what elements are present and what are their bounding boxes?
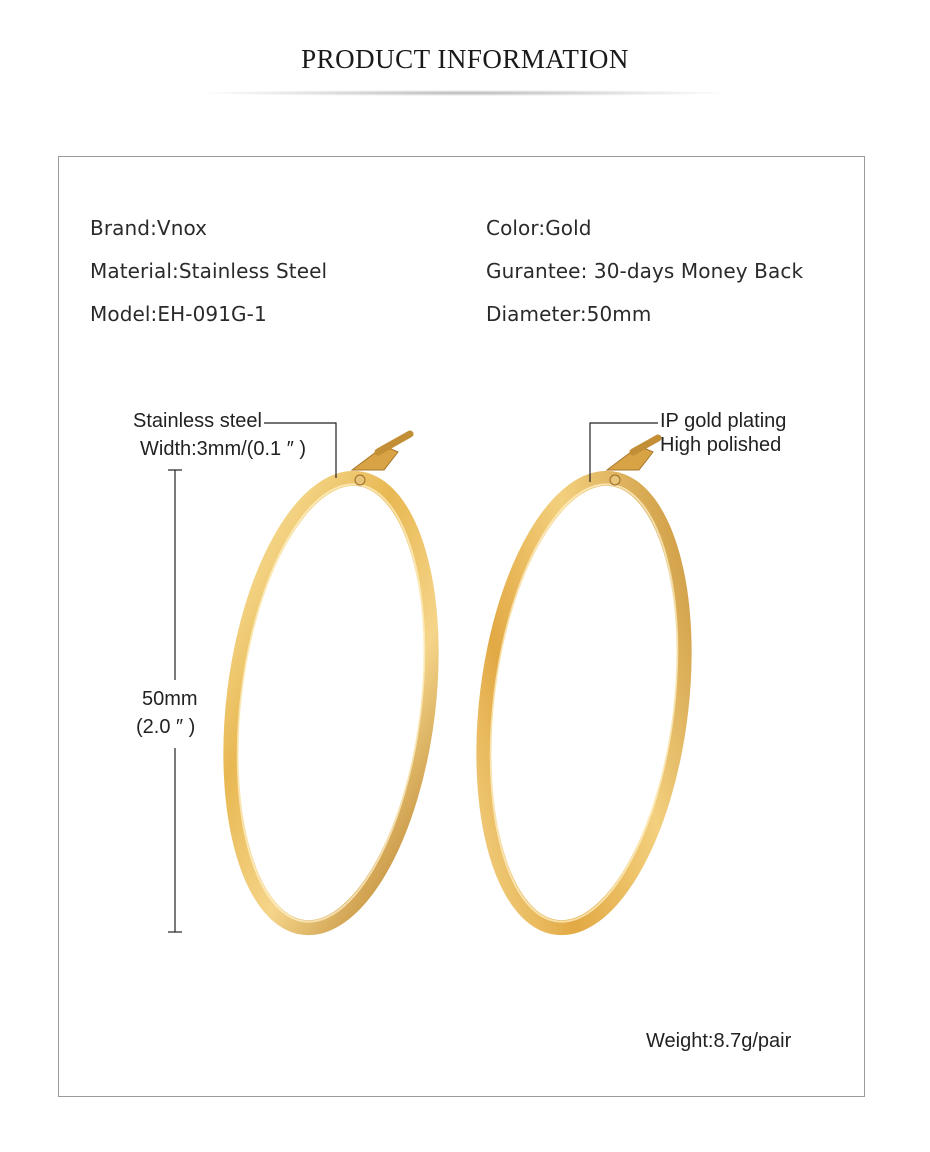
height-callout-line1: 50mm — [142, 688, 198, 710]
weight-label: Weight:8.7g/pair — [646, 1030, 792, 1052]
spec-guarantee: Gurantee: 30-days Money Back — [486, 259, 804, 283]
spec-color: Color:Gold — [486, 216, 592, 240]
plating-callout-line2: High polished — [660, 434, 782, 456]
material-callout-line2: Width:3mm/(0.1 ″ ) — [140, 438, 306, 460]
spec-diameter: Diameter:50mm — [486, 302, 652, 326]
spec-brand: Brand:Vnox — [90, 216, 208, 240]
plating-callout-line1: IP gold plating — [660, 410, 787, 432]
page-title: PRODUCT INFORMATION — [301, 44, 629, 74]
height-callout-line2: (2.0 ″ ) — [136, 716, 196, 738]
left-hoop — [204, 434, 456, 941]
spec-material: Material:Stainless Steel — [90, 259, 328, 283]
spec-model: Model:EH-091G-1 — [90, 302, 267, 326]
material-callout-line1: Stainless steel — [133, 410, 262, 432]
right-hoop — [457, 438, 709, 941]
